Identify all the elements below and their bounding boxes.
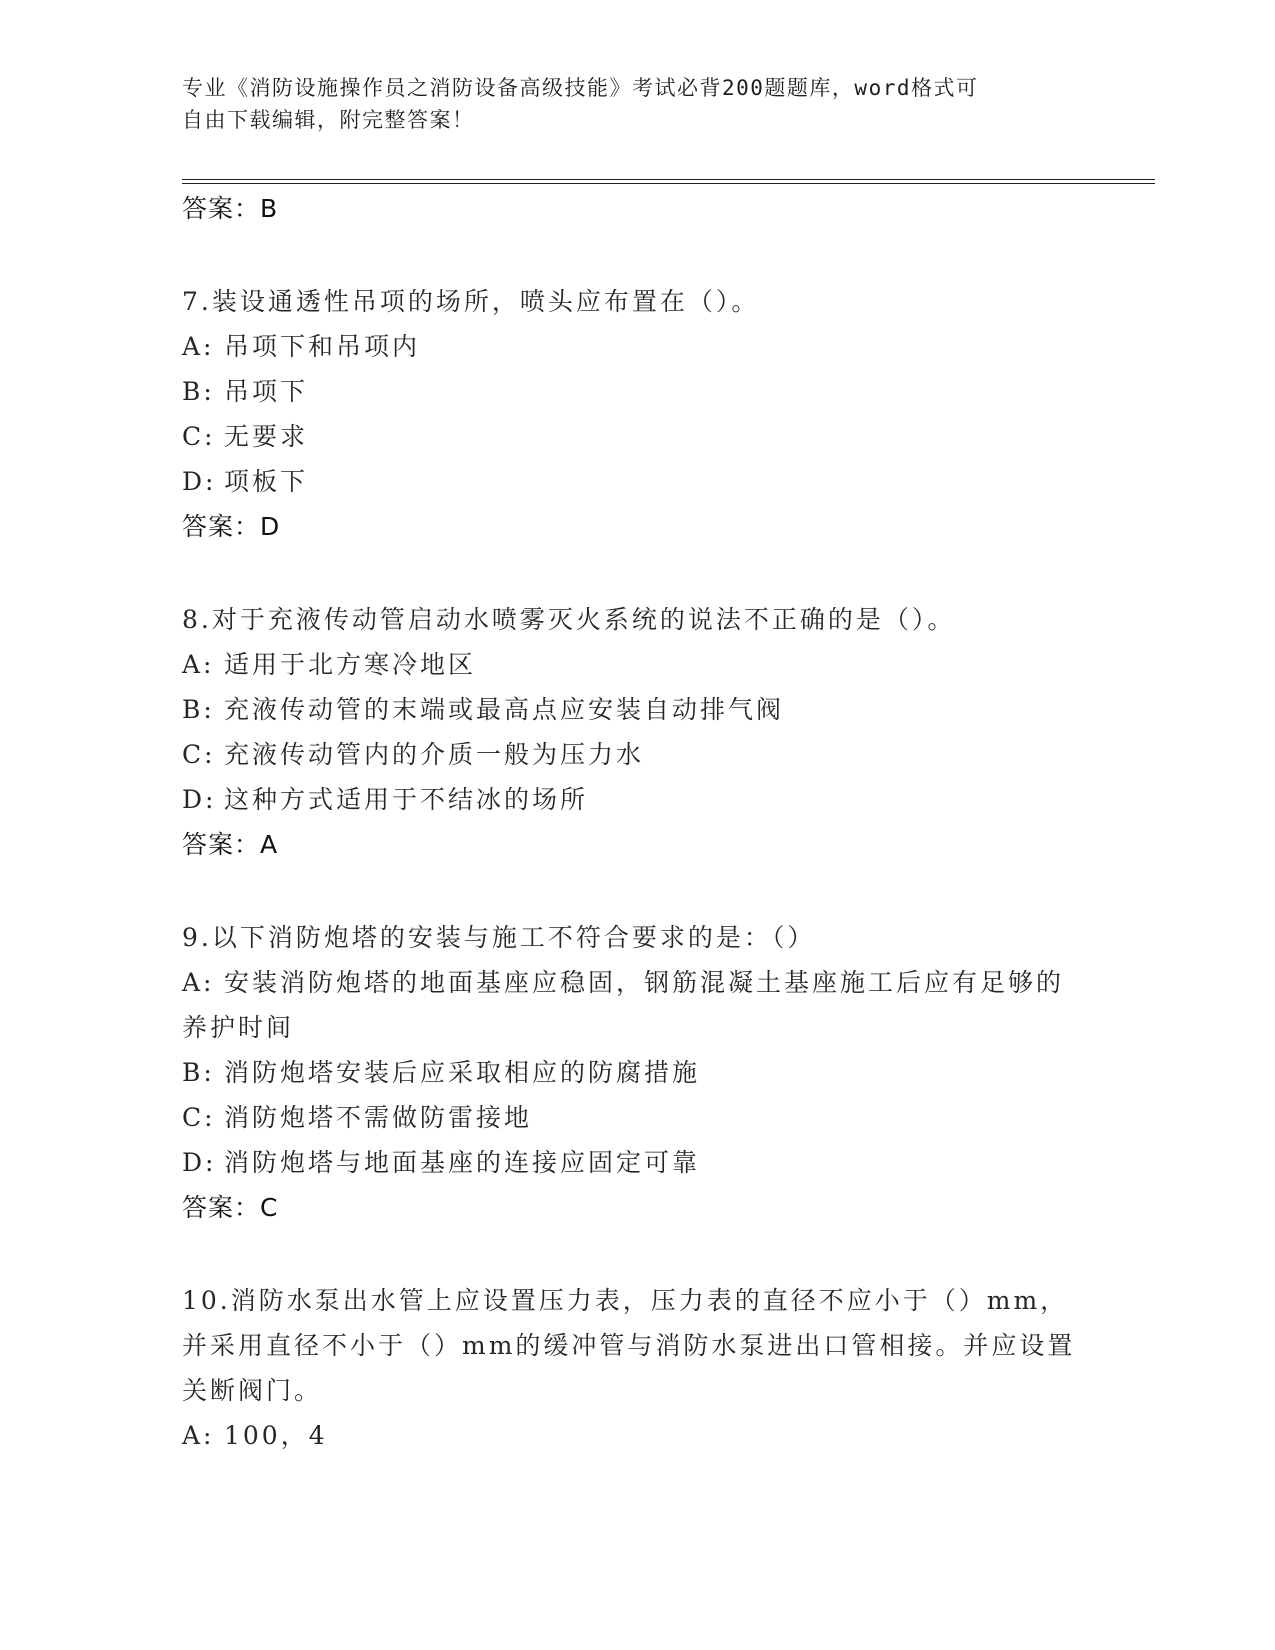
answer-option [182, 459, 1082, 504]
option-text: 项板下 [224, 467, 309, 496]
answer-option [182, 1050, 1082, 1095]
question-spacer [182, 231, 1082, 279]
answer-option [182, 777, 1082, 822]
question-list [182, 186, 1082, 1458]
question-spacer [182, 867, 1082, 915]
option-text: 充液传动管内的介质一般为压力水 [224, 740, 645, 769]
answer-line: 答案：C [182, 1193, 279, 1222]
question-stem: 10.消防水泵出水管上应设置压力表，压力表的直径不应小于（）mm，并采用直径不小于（）mm的缓冲管与消防水泵进出口管相接。并应设置关断阀门。 [182, 1286, 1076, 1405]
question-spacer [182, 1230, 1082, 1278]
answer-option [182, 1140, 1082, 1185]
document-header [182, 72, 1062, 136]
question-stem: 8.对于充液传动管启动水喷雾灭火系统的说法不正确的是（）。 [182, 605, 956, 634]
option-text: 安装消防炮塔的地面基座应稳固，钢筋混凝土基座施工后应有足够的养护时间 [182, 968, 1065, 1042]
question-stem: 7.装设通透性吊项的场所，喷头应布置在（）。 [182, 287, 760, 316]
answer-option [182, 414, 1082, 459]
answer-line: 答案：B [182, 194, 279, 223]
option-letter: A: [182, 650, 215, 679]
question-block [182, 279, 1082, 549]
question-block [182, 915, 1082, 1230]
option-letter: C: [182, 740, 216, 769]
answer-line: 答案：D [182, 512, 281, 541]
answer-option [182, 1413, 1082, 1458]
option-text: 消防炮塔不需做防雷接地 [224, 1103, 533, 1132]
header-line-1: 专业《消防设施操作员之消防设备高级技能》考试必背200题题库，word格式可 [182, 76, 979, 100]
option-text: 100，4 [224, 1421, 328, 1450]
option-text: 这种方式适用于不结冰的场所 [224, 785, 589, 814]
answer-option [182, 369, 1082, 414]
answer-option [182, 324, 1082, 369]
option-letter: A: [182, 332, 215, 361]
option-letter: B: [182, 1058, 215, 1087]
question-spacer [182, 549, 1082, 597]
answer-option [182, 1095, 1082, 1140]
option-letter: D: [182, 467, 217, 496]
option-text: 消防炮塔安装后应采取相应的防腐措施 [224, 1058, 701, 1087]
header-divider-second [182, 183, 1155, 184]
question-block [182, 1278, 1082, 1458]
header-divider [182, 179, 1155, 180]
option-letter: A: [182, 1421, 215, 1450]
answer-line: 答案：A [182, 830, 279, 859]
option-text: 无要求 [224, 422, 309, 451]
option-letter: B: [182, 377, 215, 406]
answer-option [182, 687, 1082, 732]
question-block [182, 597, 1082, 867]
header-line-2: 自由下载编辑，附完整答案！ [182, 108, 475, 132]
option-text: 充液传动管的末端或最高点应安装自动排气阀 [224, 695, 785, 724]
answer-option [182, 960, 1082, 1050]
option-letter: D: [182, 785, 217, 814]
answer-option [182, 642, 1082, 687]
option-text: 吊项下和吊项内 [224, 332, 421, 361]
option-letter: A: [182, 968, 215, 997]
question-stem: 9.以下消防炮塔的安装与施工不符合要求的是：（） [182, 923, 816, 952]
option-text: 消防炮塔与地面基座的连接应固定可靠 [224, 1148, 701, 1177]
option-letter: C: [182, 1103, 216, 1132]
option-letter: C: [182, 422, 216, 451]
option-text: 适用于北方寒冷地区 [224, 650, 477, 679]
option-text: 吊项下 [224, 377, 309, 406]
option-letter: D: [182, 1148, 217, 1177]
answer-option [182, 732, 1082, 777]
option-letter: B: [182, 695, 215, 724]
